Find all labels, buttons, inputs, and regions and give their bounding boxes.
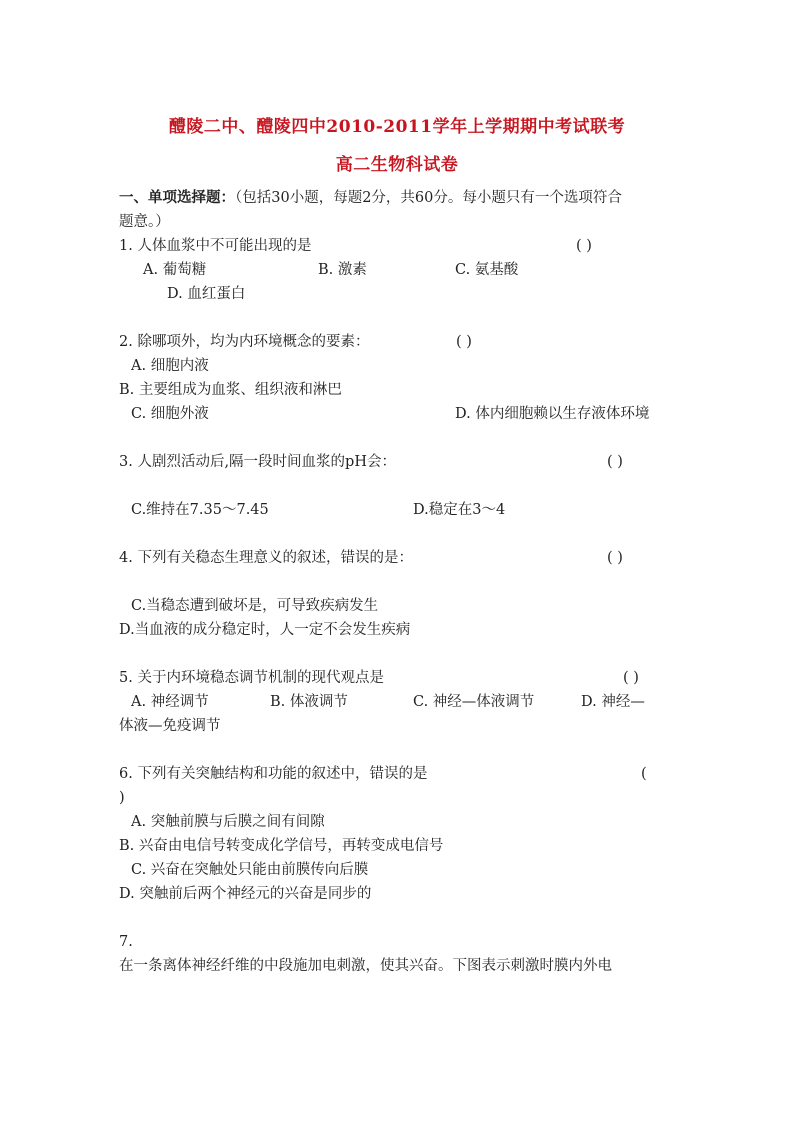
q1-option-a: A. 葡萄糖	[143, 262, 207, 278]
q5-option-d: D. 神经—	[581, 694, 645, 710]
q2-option-a: A. 细胞内液	[131, 358, 209, 374]
q1-answer-blank: ( )	[576, 238, 592, 254]
q6-option-b: B. 兴奋由电信号转变成化学信号，再转变成电信号	[119, 838, 444, 854]
q2-option-b: B. 主要组成为血浆、组织液和淋巴	[119, 382, 342, 398]
q7-stem: 在一条离体神经纤维的中段施加电刺激，使其兴奋。下图表示刺激时膜内外电	[119, 958, 612, 974]
q2-option-d: D. 体内细胞赖以生存液体环境	[455, 406, 650, 422]
q5-option-d-cont: 体液—免疫调节	[119, 718, 221, 734]
section-instruction: （包括30小题，每题2分，共60分。每小题只有一个选项符合	[235, 190, 622, 206]
exam-subtitle: 高二生物科试卷	[335, 155, 459, 175]
q5-stem: 5. 关于内环境稳态调节机制的现代观点是	[119, 670, 384, 686]
q5-option-b: B. 体液调节	[270, 694, 348, 710]
q6-option-d: D. 突触前后两个神经元的兴奋是同步的	[119, 886, 372, 902]
q3-stem: 3. 人剧烈活动后,隔一段时间血浆的pH会：	[119, 454, 396, 470]
section-heading: 一、单项选择题：	[119, 189, 235, 206]
q6-answer-blank-close: )	[119, 790, 125, 806]
q3-option-c: C.维持在7.35～7.45	[131, 502, 269, 518]
q7-number: 7.	[119, 934, 133, 950]
q2-option-c: C. 细胞外液	[131, 406, 209, 422]
q1-option-b: B. 激素	[318, 262, 367, 278]
q6-option-c: C. 兴奋在突触处只能由前膜传向后膜	[131, 862, 369, 878]
q4-stem: 4. 下列有关稳态生理意义的叙述，错误的是：	[119, 550, 413, 566]
section-heading-line	[119, 188, 622, 208]
section-instruction-cont: 题意。）	[119, 214, 170, 230]
q5-answer-blank: ( )	[623, 670, 639, 686]
q2-answer-blank: ( )	[456, 334, 472, 350]
q1-option-c: C. 氨基酸	[455, 262, 519, 278]
q1-stem: 1. 人体血浆中不可能出现的是	[119, 238, 312, 254]
q5-option-a: A. 神经调节	[131, 694, 209, 710]
q1-option-d: D. 血红蛋白	[167, 286, 246, 302]
q3-answer-blank: ( )	[607, 454, 623, 470]
q4-option-d: D.当血液的成分稳定时，人一定不会发生疾病	[119, 622, 411, 638]
q6-stem: 6. 下列有关突触结构和功能的叙述中，错误的是	[119, 766, 428, 782]
q4-option-c: C.当稳态遭到破坏是，可导致疾病发生	[131, 598, 379, 614]
exam-title: 醴陵二中、醴陵四中2010-2011学年上学期期中考试联考	[168, 117, 626, 137]
q5-option-c: C. 神经—体液调节	[413, 694, 535, 710]
q6-answer-blank-open: (	[641, 766, 647, 782]
q3-option-d: D.稳定在3～4	[413, 502, 506, 518]
q6-option-a: A. 突触前膜与后膜之间有间隙	[131, 814, 325, 830]
q4-answer-blank: ( )	[607, 550, 623, 566]
q2-stem: 2. 除哪项外，均为内环境概念的要素：	[119, 334, 370, 350]
